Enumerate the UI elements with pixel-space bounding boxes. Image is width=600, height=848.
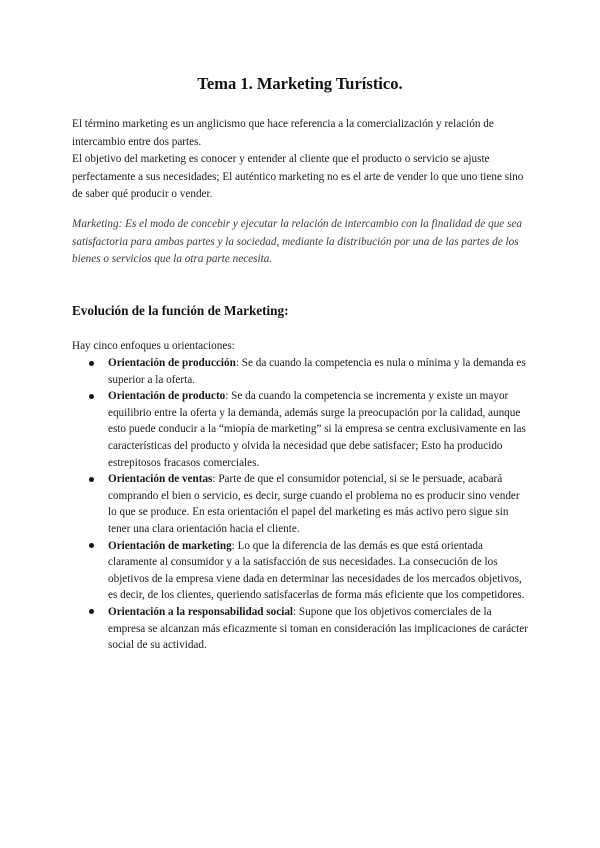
list-item (72, 355, 528, 388)
intro-paragraph-1: El término marketing es un anglicismo que hace referencia a la comercialización y relación de intercambio entre dos partes. (72, 118, 494, 148)
list-item (72, 604, 528, 654)
item-text: : Se da cuando la competencia es nula o mínima y la demanda es superior a la oferta. (108, 357, 526, 386)
list-item (72, 388, 528, 471)
list-item (72, 538, 528, 604)
item-text: : Se da cuando la competencia se incrementa y existe un mayor equilibrio entre la oferta y la demanda, además surge la preocupación por la calidad, aunque esto puede conducir a la “miopía de marketing” si la empresa se centra exclusivamente en las características del producto y olvida la necesidad que debe satisfacer; Esto ha producido estrepitosos fracasos comerciales. (108, 390, 526, 469)
section-lead: Hay cinco enfoques u orientaciones: (72, 340, 235, 352)
section-heading: Evolución de la función de Marketing: (72, 303, 289, 318)
item-term: Orientación de marketing (108, 539, 232, 552)
bullet-icon (89, 477, 94, 482)
bullet-icon (89, 361, 94, 366)
item-term: Orientación de producto (108, 390, 226, 403)
bullet-icon (89, 394, 94, 399)
orientations-list (72, 355, 528, 654)
bullet-icon (89, 609, 94, 614)
item-term: Orientación de producción (108, 357, 236, 369)
list-item (72, 471, 528, 537)
bullet-icon (89, 543, 94, 548)
intro-section (72, 116, 532, 204)
marketing-definition: Marketing: Es el modo de concebir y ejecutar la relación de intercambio con la finalidad de que sea satisfactoria para ambas partes y la sociedad, mediante la distribución por una de las partes de los bienes o servicios que la otra parte necesita. (72, 218, 522, 266)
item-text: : Supone que los objetivos comerciales de la empresa se alcanzan más eficazmente si toman en consideración las implicaciones de carácter social de su actividad. (108, 605, 528, 652)
item-term: Orientación a la responsabilidad social (108, 605, 294, 618)
intro-paragraph-2: El objetivo del marketing es conocer y entender al cliente que el producto o servicio se ajuste perfectamente a sus necesidades; El auténtico marketing no es el arte de vender lo que uno tiene sino de saber qué producir o vender. (72, 153, 524, 201)
item-text: : Lo que la diferencia de las demás es que está orientada claramente al consumidor y a la satisfacción de sus necesidades. La consecución de los objetivos de la empresa viene dada en determinar las necesidades de los mercados objetivos, es decir, de los clientes, queriendo satisfacerlas de forma más eficiente que los competidores. (108, 539, 525, 602)
item-text: : Parte de que el consumidor potencial, si se le persuade, acabará comprando el bien o servicio, es decir, surge cuando el problema no es producir sino vender lo que se produce. En esta orientación el papel del marketing es más activo pero sigue sin tener una clara orientación hacia el cliente. (108, 473, 520, 535)
document-title: Tema 1. Marketing Turístico. (197, 74, 403, 93)
item-term: Orientación de ventas (108, 473, 213, 486)
